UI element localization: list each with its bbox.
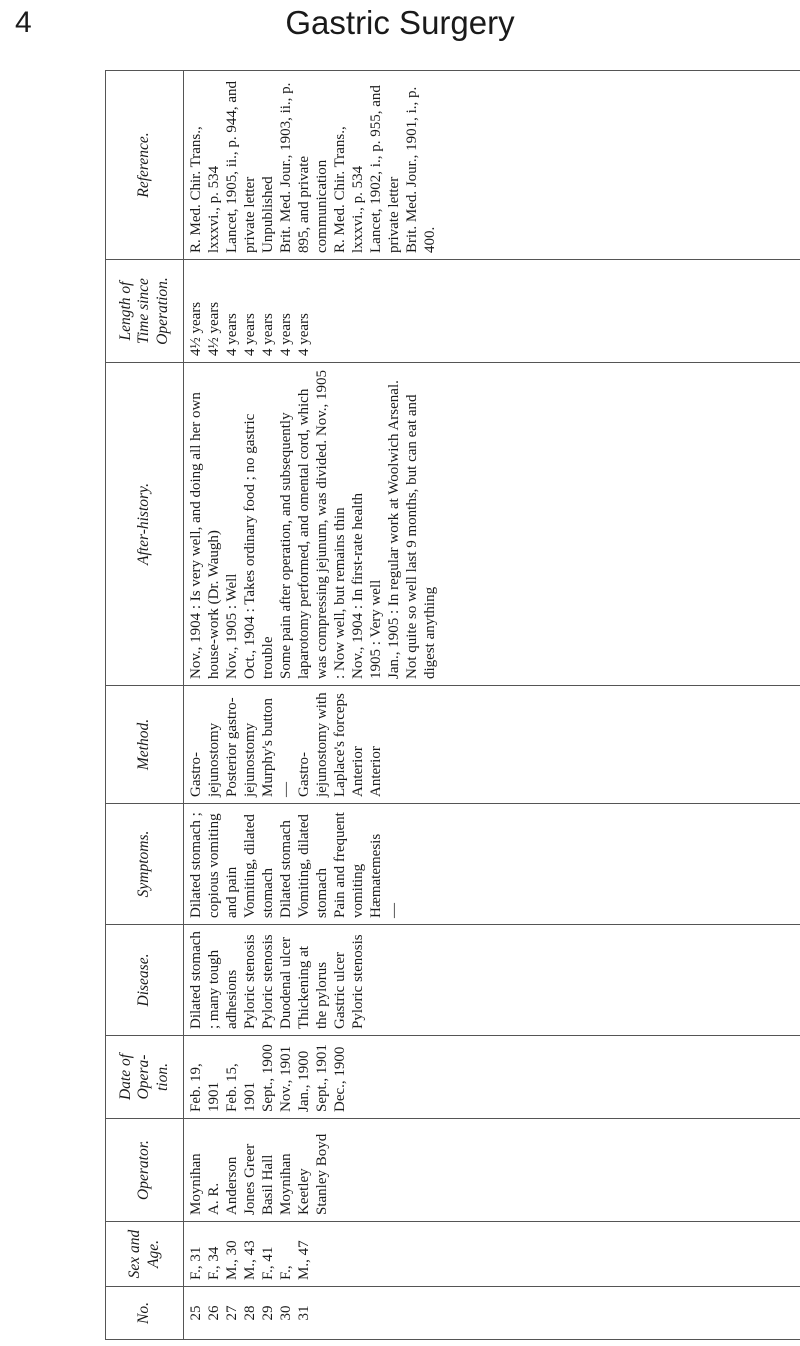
operation-date: Dec., 1900 xyxy=(332,1046,348,1112)
symptoms: Vomiting, dilated stomach xyxy=(296,814,330,918)
col-header-date: Date of Opera-tion. xyxy=(106,1036,184,1119)
case-no: 31 xyxy=(296,1305,312,1321)
sex-age: F., 31 xyxy=(188,1246,204,1280)
operation-date: Sept., 1900 xyxy=(260,1044,276,1112)
reference: R. Med. Chir. Trans., lxxxvi., p. 534 xyxy=(332,126,366,253)
operator: Moynihan xyxy=(188,1153,204,1215)
page-title: Gastric Surgery xyxy=(285,4,515,41)
after-history: Nov., 1905 : Well xyxy=(224,573,240,679)
operator: Keetley xyxy=(296,1168,312,1215)
reference: Lancet, 1902, i., p. 955, and private letter xyxy=(368,85,402,253)
symptoms: — xyxy=(386,903,402,918)
symptoms: Pain and frequent vomiting xyxy=(332,812,366,918)
date-cell xyxy=(184,1036,800,1119)
case-no: 28 xyxy=(242,1305,258,1321)
operation-date: Feb. 15, 1901 xyxy=(224,1063,258,1112)
method-cell xyxy=(184,686,800,804)
page-number: 4 xyxy=(15,6,32,39)
disease: Pyloric stenosis xyxy=(260,934,276,1029)
method: Gastro-jejunostomy xyxy=(188,722,222,797)
operator: Jones Greer xyxy=(242,1143,258,1215)
case-table xyxy=(105,70,800,1340)
symptoms: Vomiting, dilated stomach xyxy=(242,814,276,918)
disease: Pyloric stenosis xyxy=(242,934,258,1029)
rotated-table-container xyxy=(105,70,800,1340)
case-no: 27 xyxy=(224,1305,240,1321)
length-since-operation: 4½ years xyxy=(188,301,204,356)
col-header-length: Length of Time since Operation. xyxy=(106,260,184,363)
sex-age: M., 43 xyxy=(242,1240,258,1280)
case-no: 30 xyxy=(278,1305,294,1321)
col-header-symptoms: Symptoms. xyxy=(106,804,184,925)
disease: Gastric ulcer xyxy=(332,951,348,1029)
col-header-no: No. xyxy=(106,1287,184,1340)
col-header-operator: Operator. xyxy=(106,1119,184,1222)
length-since-operation: 4 years xyxy=(278,313,294,356)
col-header-after-history: After-history. xyxy=(106,363,184,686)
case-no: 25 xyxy=(188,1305,204,1321)
after-history: Jan., 1905 : In regular work at Woolwich Arsenal. Not quite so well last 9 months, but can eat and digest anything xyxy=(386,380,438,679)
symptoms-cell xyxy=(184,804,800,925)
disease: Thickening at the pylorus xyxy=(296,946,330,1029)
col-header-sex-age: Sex and Age. xyxy=(106,1222,184,1287)
operator: Moynihan xyxy=(278,1153,294,1215)
operator: Stanley Boyd xyxy=(314,1133,330,1215)
sex-age: M., 30 xyxy=(224,1240,240,1280)
after-history: Nov., 1904 : In first-rate health xyxy=(350,492,366,679)
sex-age: F., 41 xyxy=(260,1246,276,1280)
operation-date: Nov., 1901 xyxy=(278,1045,294,1112)
operation-date: Sept., 1901 xyxy=(314,1044,330,1112)
symptoms: Dilated stomach xyxy=(278,820,294,918)
operation-date: Feb. 19, 1901 xyxy=(188,1063,222,1112)
reference: R. Med. Chir. Trans., lxxxvi., p. 534 xyxy=(188,126,222,253)
length-since-operation: 4 years xyxy=(260,313,276,356)
length-since-operation: 4 years xyxy=(296,313,312,356)
reference: Lancet, 1905, ii., p. 944, and private letter xyxy=(224,80,258,253)
symptoms: Hæmatemesis xyxy=(368,833,384,918)
method: Anterior xyxy=(368,746,384,797)
case-no: 29 xyxy=(260,1305,276,1321)
length-cell xyxy=(184,260,800,363)
disease: Pyloric stenosis xyxy=(350,934,366,1029)
sex-age: F., 34 xyxy=(206,1246,222,1280)
case-no: 26 xyxy=(206,1305,222,1321)
table-body-row xyxy=(184,71,800,1340)
disease: Dilated stomach ; many tough adhesions xyxy=(188,931,240,1029)
disease-cell xyxy=(184,925,800,1036)
reference: Brit. Med. Jour., 1901, i., p. 400. xyxy=(404,86,438,253)
method: Anterior xyxy=(350,746,366,797)
col-header-reference: Reference. xyxy=(106,71,184,260)
after-history: Oct., 1904 : Takes ordinary food ; no gastric trouble xyxy=(242,413,276,679)
reference: Unpublished xyxy=(260,176,276,253)
disease: Duodenal ulcer xyxy=(278,936,294,1029)
sex-age-cell xyxy=(184,1222,800,1287)
symptoms: Dilated stomach ; copious vomiting and pain xyxy=(188,812,240,918)
length-since-operation: 4 years xyxy=(224,313,240,356)
table-header-row xyxy=(106,71,184,1340)
operator-cell xyxy=(184,1119,800,1222)
sex-age: F., xyxy=(278,1265,294,1280)
reference: Brit. Med. Jour., 1903, ii., p. 895, and private communication xyxy=(278,82,330,253)
sex-age: M., 47 xyxy=(296,1240,312,1280)
method: Posterior gastro-jejunostomy Murphy's button xyxy=(224,697,276,797)
col-header-disease: Disease. xyxy=(106,925,184,1036)
operation-date: Jan., 1900 xyxy=(296,1050,312,1112)
col-header-method: Method. xyxy=(106,686,184,804)
after-history-cell xyxy=(184,363,800,686)
method: Gastro-jejunostomy with Laplace's forceps xyxy=(296,692,348,797)
after-history: 1905 : Very well xyxy=(368,579,384,679)
method: — xyxy=(278,782,294,797)
after-history: Nov., 1904 : Is very well, and doing all her own house-work (Dr. Waugh) xyxy=(188,392,222,679)
length-since-operation: 4½ years xyxy=(206,301,222,356)
no-cell xyxy=(184,1287,800,1340)
length-since-operation: 4 years xyxy=(242,313,258,356)
operator: A. R. Anderson xyxy=(206,1156,240,1215)
after-history: Some pain after operation, and subsequently laparotomy performed, and omental cord, which was compressing jejunum, was divided. Nov., 1905 : Now well, but remains thin xyxy=(278,370,348,679)
operator: Basil Hall xyxy=(260,1154,276,1215)
reference-cell xyxy=(184,71,800,260)
